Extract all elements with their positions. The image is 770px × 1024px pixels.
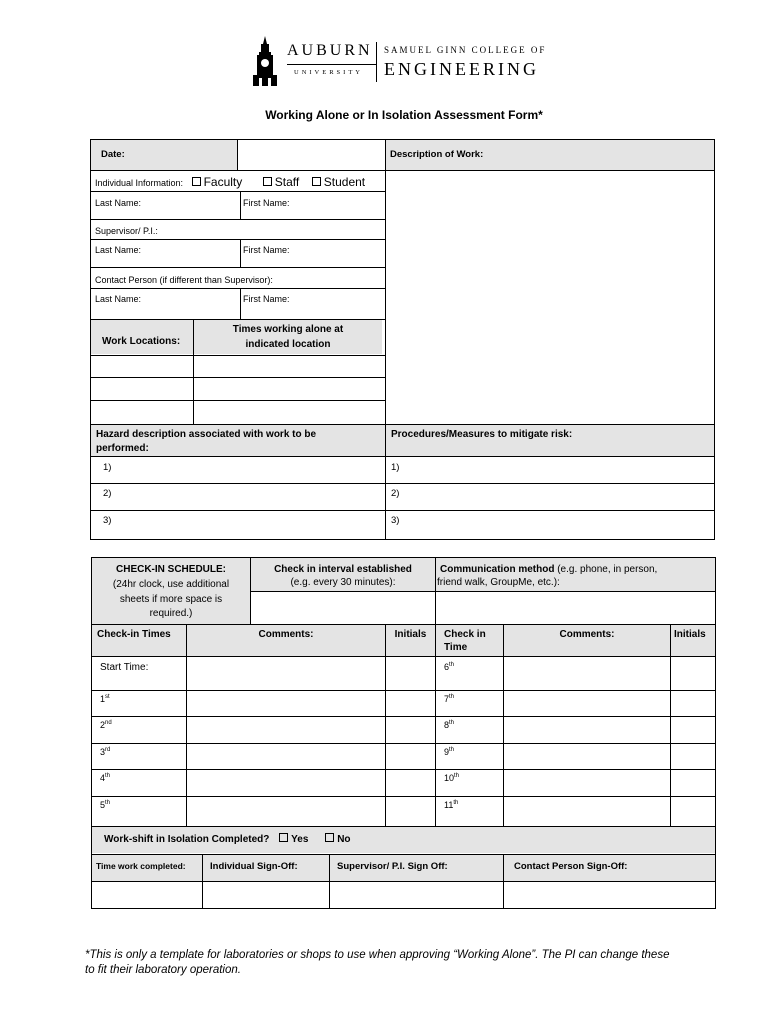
date-label: Date: [101, 149, 125, 160]
hazard-label-2: performed: [96, 443, 149, 454]
individual-last-name[interactable]: Last Name: [95, 198, 142, 208]
procedures-label: Procedures/Measures to mitigate risk: [391, 429, 573, 440]
comm-label-rest: (e.g. phone, in person, [554, 564, 658, 575]
col-initials-right: Initials [674, 629, 706, 640]
logo-college: SAMUEL GINN COLLEGE OF [384, 45, 547, 55]
row-7-label: 7th [444, 694, 455, 704]
row-4-label: 4th [100, 773, 111, 783]
footnote-line-1: *This is only a template for laboratories or shops to use when approving “Working Alone”. The PI can change these [85, 949, 670, 961]
staff-checkbox[interactable] [263, 177, 272, 186]
schedule-sub-2: sheets if more space is [119, 594, 223, 605]
hazard-label-1: Hazard description associated with work to be [96, 429, 317, 440]
procedure-item-2[interactable]: 2) [391, 488, 400, 499]
student-label: Student [323, 175, 366, 189]
schedule-sub-3: required.) [149, 608, 193, 619]
times-working-label-2: indicated location [245, 339, 331, 350]
row-8-label: 8th [444, 720, 455, 730]
procedure-item-1[interactable]: 1) [391, 462, 400, 473]
completed-label: Work-shift in Isolation Completed? [104, 834, 270, 845]
faculty-checkbox[interactable] [192, 177, 201, 186]
supervisor-signoff-label: Supervisor/ P.I. Sign Off: [337, 861, 448, 872]
row-1-label: 1st [100, 694, 110, 704]
supervisor-first-name[interactable]: First Name: [243, 245, 290, 255]
contact-signoff-label: Contact Person Sign-Off: [514, 861, 628, 872]
yes-label: Yes [291, 834, 309, 845]
logo-engineering: ENGINEERING [384, 59, 539, 79]
row-2-label: 2nd [100, 720, 112, 730]
comm-label-2: friend walk, GroupMe, etc.): [437, 577, 560, 588]
row-11-label: 11th [444, 800, 459, 810]
row-5-label: 5th [100, 800, 111, 810]
supervisor-label: Supervisor/ P.I.: [95, 226, 158, 236]
col-checkin-time-1: Check in [444, 629, 486, 640]
time-completed-field[interactable] [92, 883, 201, 908]
student-checkbox[interactable] [312, 177, 321, 186]
interval-field[interactable] [252, 593, 434, 623]
schedule-sub-1: (24hr clock, use additional [112, 579, 230, 590]
col-checkin-times: Check-in Times [97, 629, 171, 640]
schedule-title: CHECK-IN SCHEDULE: [116, 564, 226, 575]
comm-label-bold: Communication method [440, 564, 555, 575]
row-6-label: 6th [444, 662, 455, 672]
col-checkin-time-2: Time [444, 642, 468, 653]
individual-first-name[interactable]: First Name: [243, 198, 290, 208]
footnote-line-2: to fit their laboratory operation. [85, 964, 241, 976]
individual-signoff-label: Individual Sign-Off: [210, 861, 298, 872]
page-title: Working Alone or In Isolation Assessment Form* [265, 108, 543, 122]
logo-auburn: AUBURN [287, 42, 373, 59]
no-checkbox[interactable] [325, 833, 334, 842]
interval-label-2: (e.g. every 30 minutes): [290, 577, 396, 588]
comm-field[interactable] [437, 593, 714, 623]
supervisor-last-name[interactable]: Last Name: [95, 245, 142, 255]
faculty-label: Faculty [203, 175, 243, 189]
row-9-label: 9th [444, 747, 455, 757]
time-completed-label: Time work completed: [96, 861, 186, 871]
col-initials-left: Initials [394, 629, 427, 640]
procedure-item-3[interactable]: 3) [391, 515, 400, 526]
col-comments-left: Comments: [258, 629, 314, 640]
contact-last-name[interactable]: Last Name: [95, 294, 142, 304]
times-working-label-1: Times working alone at [232, 324, 344, 335]
hazard-item-3[interactable]: 3) [103, 515, 112, 526]
interval-label-1: Check in interval established [274, 564, 412, 575]
description-field[interactable] [387, 172, 713, 423]
row-3-label: 3rd [100, 747, 111, 757]
staff-label: Staff [274, 175, 300, 189]
individual-signoff-field[interactable] [204, 883, 328, 908]
logo-university: UNIVERSITY [294, 69, 363, 76]
yes-checkbox[interactable] [279, 833, 288, 842]
individual-info-label: Individual Information: [95, 178, 184, 188]
work-locations-label: Work Locations: [102, 336, 181, 347]
supervisor-signoff-field[interactable] [331, 883, 502, 908]
hazard-item-2[interactable]: 2) [103, 488, 112, 499]
contact-signoff-field[interactable] [505, 883, 714, 908]
tower-icon [250, 36, 280, 86]
row-10-label: 10th [444, 773, 460, 783]
hazard-item-1[interactable]: 1) [103, 462, 112, 473]
contact-person-label: Contact Person (if different than Supervisor): [95, 275, 273, 285]
col-comments-right: Comments: [559, 629, 615, 640]
no-label: No [337, 834, 351, 845]
contact-first-name[interactable]: First Name: [243, 294, 290, 304]
description-label: Description of Work: [390, 149, 484, 160]
date-field[interactable] [238, 141, 384, 169]
start-time-label: Start Time: [100, 662, 149, 673]
logo [250, 36, 570, 88]
